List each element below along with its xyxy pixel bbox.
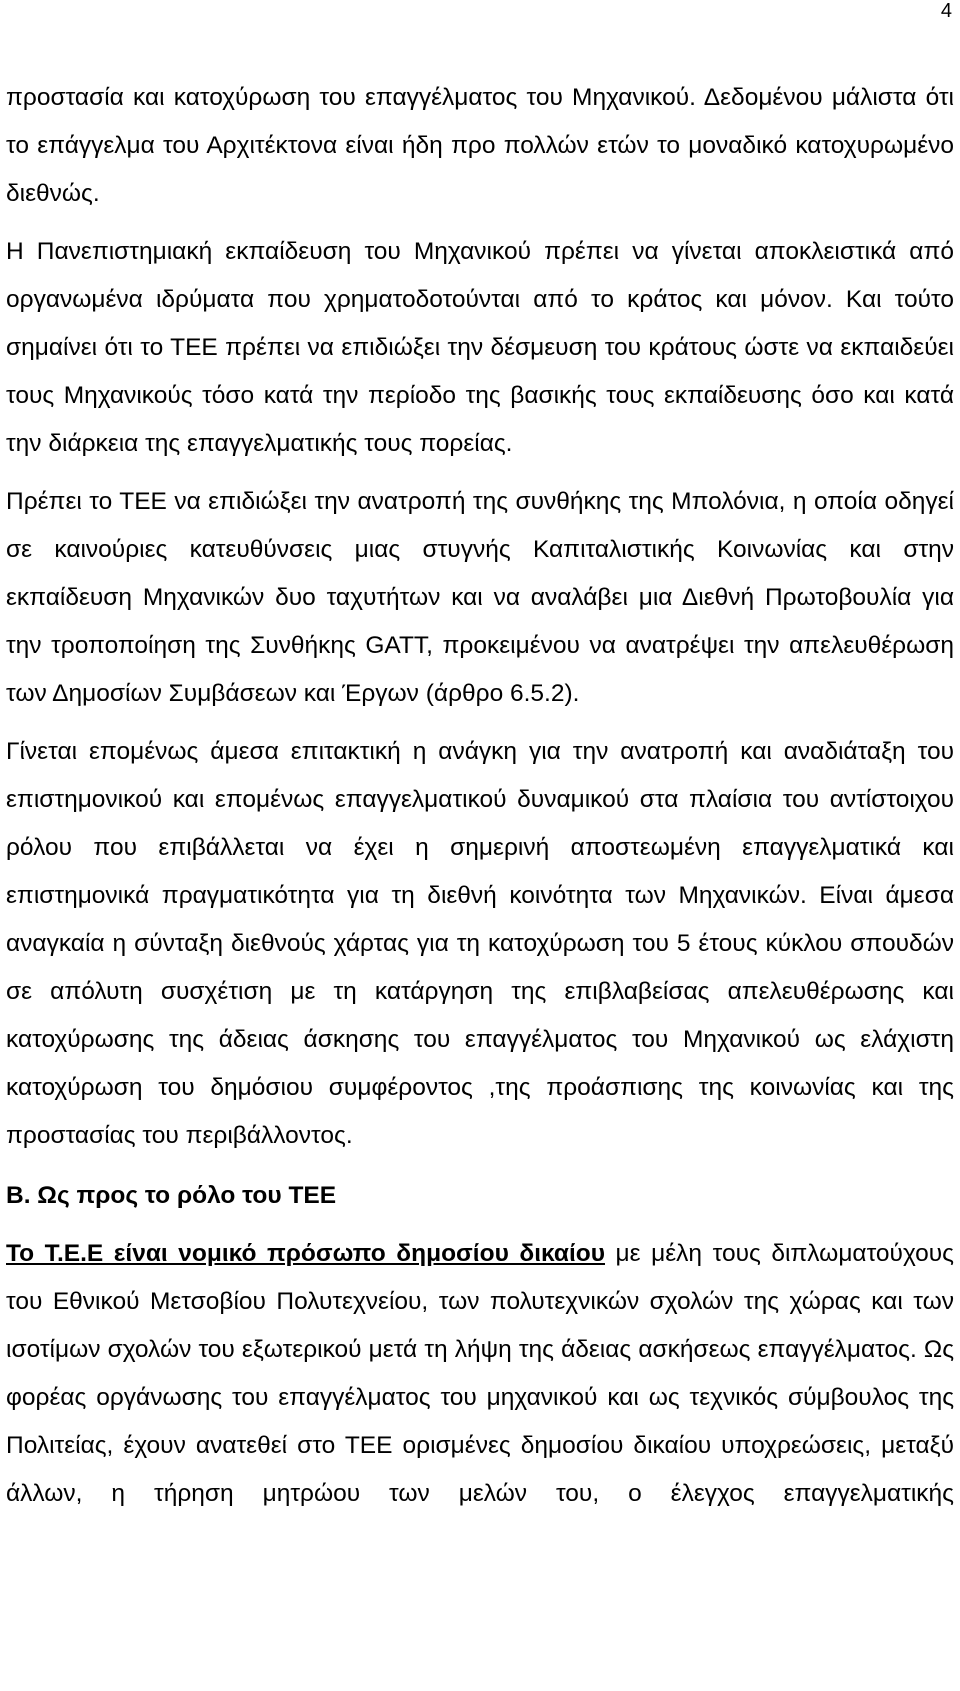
document-body (6, 74, 954, 1518)
section-heading: Β. Ως προς το ρόλο του ΤΕΕ (6, 1182, 337, 1209)
legal-status-lead: Το Τ.Ε.Ε είναι νομικό πρόσωπο δημοσίου δικαίου (6, 1240, 605, 1267)
paragraph-tee-role (6, 1230, 954, 1518)
paragraph-university-education: Η Πανεπιστημιακή εκπαίδευση του Μηχανικού πρέπει να γίνεται αποκλειστικά από οργανωμένα ιδρύματα που χρηματοδοτούνται από το κράτος και μόνον. Και τούτο σημαίνει ότι το ΤΕΕ πρέπει να επιδιώξει την δέσμευση του κράτους ώστε να εκπαιδεύει τους Μηχανικούς τόσο κατά την περίοδο της βασικής τους εκπαίδευσης όσο και κατά την διάρκεια της επαγγελματικής τους πορείας. (6, 238, 954, 457)
paragraph-bologna: Πρέπει το ΤΕΕ να επιδιώξει την ανατροπή της συνθήκης της Μπολόνια, η οποία οδηγεί σε καινούριες κατευθύνσεις μιας στυγνής Καπιταλιστικής Κοινωνίας και στην εκπαίδευση Μηχανικών δυο ταχυτήτων και να αναλάβει μια Διεθνή Πρωτοβουλία για την τροποποίηση της Συνθήκης GATT, προκειμένου να ανατρέψει την απελευθέρωση των Δημοσίων Συμβάσεων και Έργων (άρθρο 6.5.2). (6, 488, 954, 707)
paragraph-protection: προστασία και κατοχύρωση του επαγγέλματος του Μηχανικού. Δεδομένου μάλιστα ότι το επάγγελμα του Αρχιτέκτονα είναι ήδη προ πολλών ετών το μοναδικό κατοχυρωμένο διεθνώς. (6, 84, 954, 207)
legal-status-continuation: με μέλη τους διπλωματούχους του Εθνικού Μετσοβίου Πολυτεχνείου, των πολυτεχνικών σχολών της χώρας και των ισοτίμων σχολών του εξωτερικού μετά τη λήψη της άδειας ασκήσεως επαγγέλματος. Ως φορέας οργάνωσης του επαγγέλματος του μηχανικού και ως τεχνικός σύμβουλος της Πολιτείας, έχουν ανατεθεί στο ΤΕΕ ορισμένες δημοσίου δικαίου υποχρεώσεις, μεταξύ άλλων, η τήρηση μητρώου των μελών του, ο έλεγχος επαγγελματικής (6, 1240, 954, 1507)
page-number: 4 (940, 0, 952, 22)
paragraph-restructuring: Γίνεται επομένως άμεσα επιτακτική η ανάγκη για την ανατροπή και αναδιάταξη του επιστημονικού και επομένως επαγγελματικού δυναμικού στα πλαίσια του αντίστοιχου ρόλου που επιβάλλεται να έχει η σημερινή αποστεωμένη επαγγελματικά και επιστημονικά πραγματικότητα για τη διεθνή κοινότητα των Μηχανικών. Είναι άμεσα αναγκαία η σύνταξη διεθνούς χάρτας για τη κατοχύρωση του 5 έτους κύκλου σπουδών σε απόλυτη συσχέτιση με τη κατάργηση της επιβλαβείσας απελευθέρωσης και κατοχύρωσης της άδειας άσκησης του επαγγέλματος του Μηχανικού ως ελάχιστη κατοχύρωση του δημόσιου συμφέροντος ,της προάσπισης της κοινωνίας και της προστασίας του περιβάλλοντος. (6, 738, 954, 1149)
